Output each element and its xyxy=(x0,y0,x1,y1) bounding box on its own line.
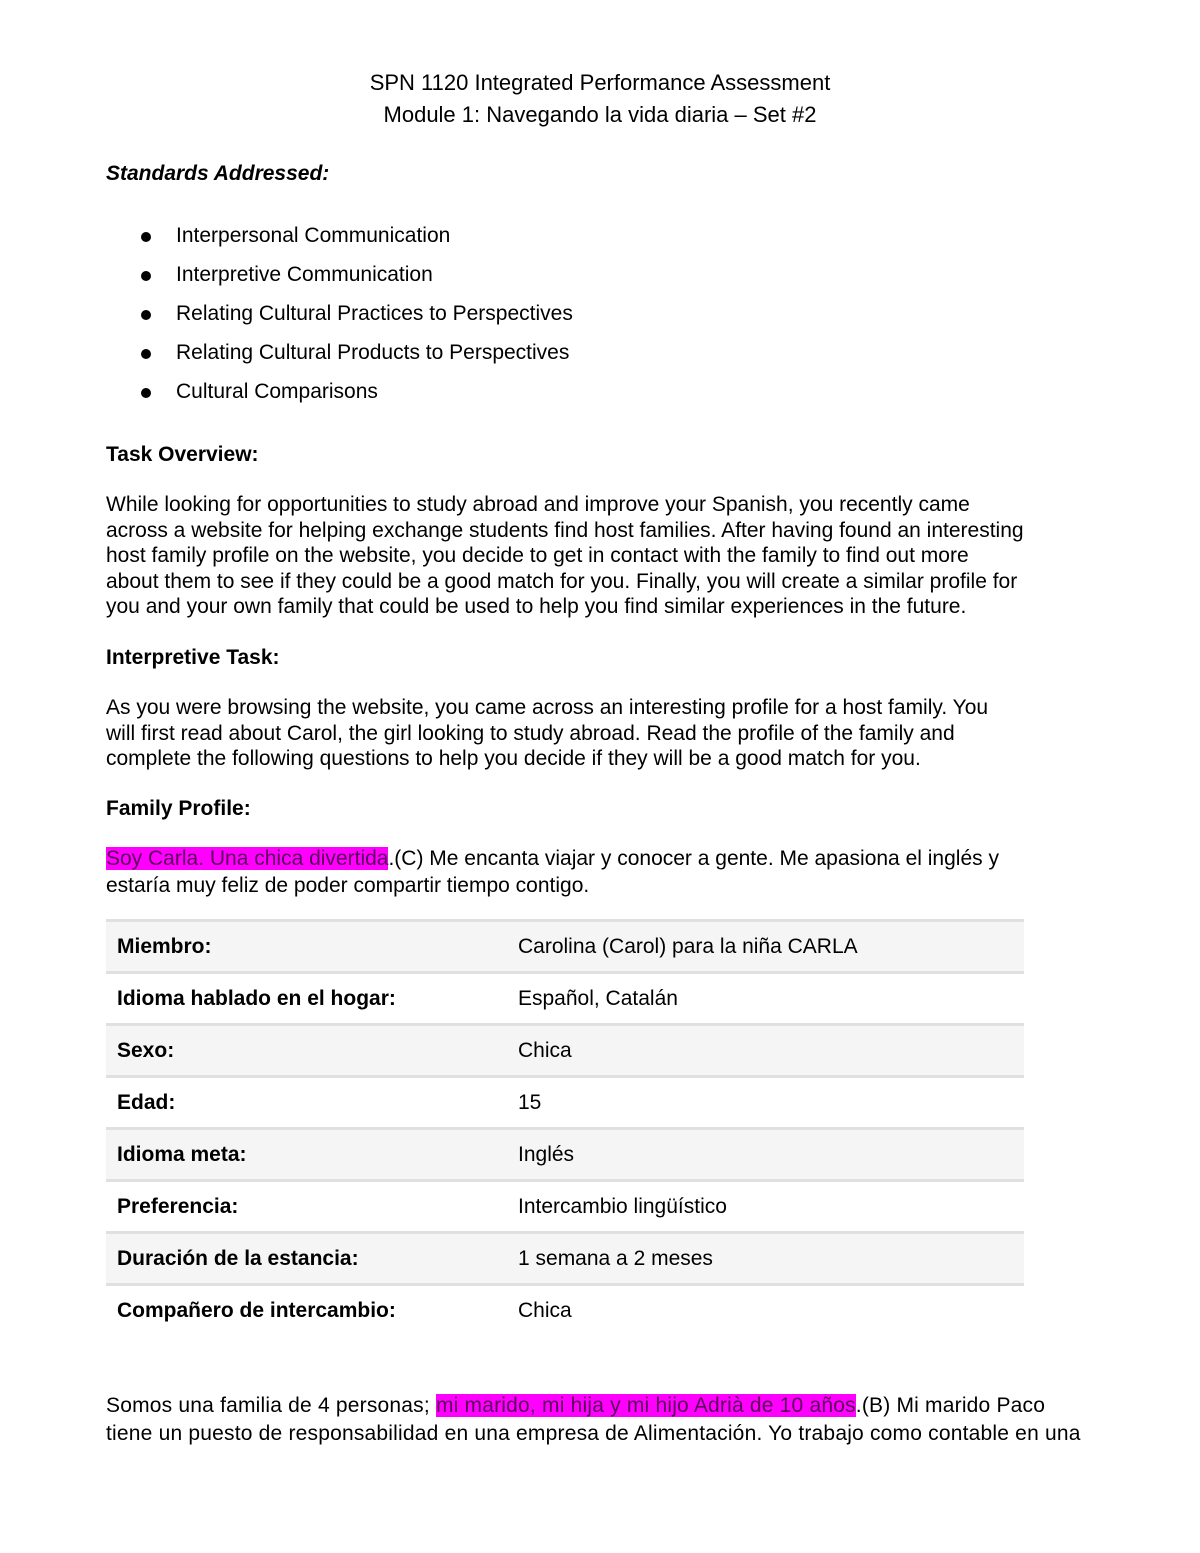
document-title: SPN 1120 Integrated Performance Assessment xyxy=(369,70,831,95)
table-value: Chica xyxy=(507,1285,1024,1336)
table-row xyxy=(106,1181,1024,1233)
table-row xyxy=(106,1233,1024,1285)
document-subtitle: Module 1: Navegando la vida diaria – Set #2 xyxy=(383,102,817,127)
table-row xyxy=(106,1077,1024,1129)
bullet-icon xyxy=(141,349,151,359)
paragraph-line: estaría muy feliz de poder compartir tiempo contigo. xyxy=(106,874,590,897)
table-value: Español, Catalán xyxy=(507,973,1024,1025)
task-overview-paragraph xyxy=(106,492,1106,620)
highlighted-text: Soy Carla. Una chica divertida xyxy=(106,847,389,870)
family-description xyxy=(106,1392,1106,1448)
highlighted-text: mi marido, mi hija y mi hijo Adrià de 10 años xyxy=(435,1394,856,1417)
family-profile-heading: Family Profile: xyxy=(106,797,251,820)
table-value: 15 xyxy=(507,1077,1024,1129)
table-label: Duración de la estancia: xyxy=(106,1233,507,1285)
table-label: Edad: xyxy=(106,1077,507,1129)
standard-label: Relating Cultural Products to Perspectives xyxy=(176,341,570,364)
table-label: Sexo: xyxy=(106,1025,507,1077)
paragraph-line: about them to see if they could be a good match for you. Finally, you will create a similar profile for xyxy=(106,569,1018,593)
standards-list xyxy=(106,223,573,418)
paragraph-line: will first read about Carol, the girl looking to study abroad. Read the profile of the family and xyxy=(106,721,955,745)
interpretive-task-paragraph xyxy=(106,695,1106,772)
paragraph-line: As you were browsing the website, you came across an interesting profile for a host family. You xyxy=(106,696,989,719)
table-label: Idioma hablado en el hogar: xyxy=(106,973,507,1025)
bullet-icon xyxy=(141,271,151,281)
table-row xyxy=(106,973,1024,1025)
table-label: Preferencia: xyxy=(106,1181,507,1233)
list-item xyxy=(106,223,573,262)
table-value: Carolina (Carol) para la niña CARLA xyxy=(507,921,1024,973)
standard-label: Interpersonal Communication xyxy=(176,224,451,247)
task-overview-heading: Task Overview: xyxy=(106,443,259,466)
table-row xyxy=(106,921,1024,973)
table-label: Idioma meta: xyxy=(106,1129,507,1181)
paragraph-line: While looking for opportunities to study abroad and improve your Spanish, you recently came xyxy=(106,493,970,516)
profile-table xyxy=(106,919,1024,1335)
paragraph-line xyxy=(106,1392,1106,1420)
table-value: Intercambio lingüístico xyxy=(507,1181,1024,1233)
list-item xyxy=(106,301,573,340)
list-item xyxy=(106,379,573,418)
intro-text: .(C) Me encanta viajar y conocer a gente. Me apasiona el inglés y xyxy=(388,847,999,870)
bullet-icon xyxy=(141,310,151,320)
bullet-icon xyxy=(141,388,151,398)
table-row xyxy=(106,1285,1024,1336)
list-item xyxy=(106,340,573,379)
standards-heading: Standards Addressed: xyxy=(106,162,330,185)
bullet-icon xyxy=(141,232,151,242)
paragraph-line: complete the following questions to help you decide if they will be a good match for you. xyxy=(106,747,921,770)
paragraph-line: across a website for helping exchange students find host families. After having found an interesting xyxy=(106,518,1024,542)
table-row xyxy=(106,1129,1024,1181)
table-row xyxy=(106,1025,1024,1077)
table-value: Chica xyxy=(507,1025,1024,1077)
paragraph-line: you and your own family that could be used to help you find similar experiences in the future. xyxy=(106,595,967,618)
paragraph-line xyxy=(106,845,1106,872)
list-item xyxy=(106,262,573,301)
table-label: Miembro: xyxy=(106,921,507,973)
interpretive-task-heading: Interpretive Task: xyxy=(106,646,280,669)
standard-label: Interpretive Communication xyxy=(176,263,433,286)
paragraph-line: host family profile on the website, you decide to get in contact with the family to find out more xyxy=(106,544,969,567)
table-value: 1 semana a 2 meses xyxy=(507,1233,1024,1285)
family-text: .(B) Mi marido Paco xyxy=(855,1394,1046,1417)
paragraph-line: tiene un puesto de responsabilidad en una empresa de Alimentación. Yo trabajo como contable en una xyxy=(106,1422,1081,1445)
standard-label: Relating Cultural Practices to Perspectives xyxy=(176,302,573,325)
table-value: Inglés xyxy=(507,1129,1024,1181)
table-label: Compañero de intercambio: xyxy=(106,1285,507,1336)
family-profile-intro xyxy=(106,845,1106,899)
family-text: Somos una familia de 4 personas; xyxy=(106,1394,436,1417)
standard-label: Cultural Comparisons xyxy=(176,380,378,403)
